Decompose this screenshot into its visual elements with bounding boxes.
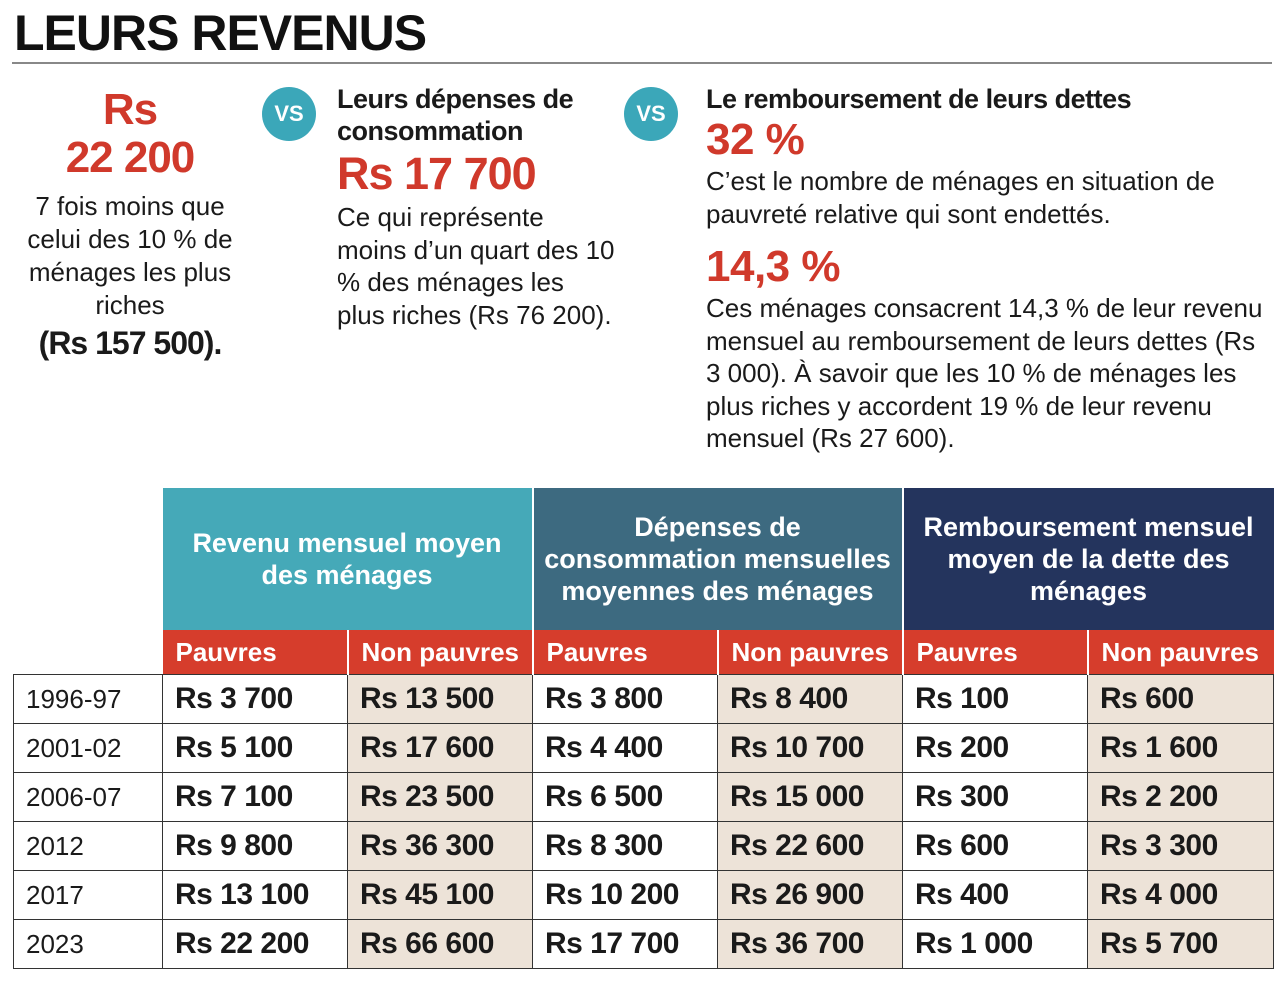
- table-cell: Rs 26 900: [718, 871, 903, 920]
- table-row: [14, 920, 1274, 969]
- table-cell: Rs 2 200: [1088, 773, 1274, 822]
- table-cell: Rs 17 600: [348, 724, 533, 773]
- table-cell: Rs 10 200: [533, 871, 718, 920]
- table-cell: Rs 45 100: [348, 871, 533, 920]
- table-cell: Rs 3 700: [163, 675, 348, 724]
- table-cell: Rs 36 700: [718, 920, 903, 969]
- vs-badge-2: VS: [624, 87, 678, 141]
- row-year: 2023: [14, 920, 163, 969]
- table-cell: Rs 36 300: [348, 822, 533, 871]
- consumption-description: Ce qui représente moins d’un quart des 10 % des ménages les plus riches (Rs 76 200).: [337, 202, 615, 330]
- debt-heading: Le remboursement de leurs dettes: [706, 84, 1132, 114]
- table-cell: Rs 600: [1088, 675, 1274, 724]
- table-cell: Rs 300: [903, 773, 1088, 822]
- row-year: 1996-97: [14, 675, 163, 724]
- table-cell: Rs 600: [903, 822, 1088, 871]
- consumption-summary: [337, 83, 617, 331]
- row-year: 2001-02: [14, 724, 163, 773]
- debt-stat-indebted-text: C’est le nombre de ménages en situation de pauvreté relative qui sont endettés.: [706, 166, 1215, 229]
- table-cell: Rs 1 000: [903, 920, 1088, 969]
- subheader-cell: Pauvres: [533, 630, 718, 675]
- table-cell: Rs 13 500: [348, 675, 533, 724]
- row-year: 2012: [14, 822, 163, 871]
- group-header-consumption: Dépenses de consommation mensuelles moyennes des ménages: [533, 488, 903, 630]
- table-cell: Rs 3 800: [533, 675, 718, 724]
- subheader-cell: Non pauvres: [1088, 630, 1274, 675]
- table-cell: Rs 6 500: [533, 773, 718, 822]
- table-row: [14, 724, 1274, 773]
- table-cell: Rs 8 300: [533, 822, 718, 871]
- table-cell: Rs 15 000: [718, 773, 903, 822]
- consumption-heading: Leurs dépenses de consommation: [337, 84, 574, 146]
- table-cell: Rs 66 600: [348, 920, 533, 969]
- subheader-cell: Non pauvres: [718, 630, 903, 675]
- table-cell: Rs 3 300: [1088, 822, 1274, 871]
- title-divider: [12, 62, 1272, 64]
- income-amount: 22 200: [65, 133, 195, 182]
- table-cell: Rs 400: [903, 871, 1088, 920]
- vs-badge-1: VS: [262, 87, 316, 141]
- table-cell: Rs 5 700: [1088, 920, 1274, 969]
- table-row: [14, 871, 1274, 920]
- table-row: [14, 675, 1274, 724]
- table-cell: Rs 7 100: [163, 773, 348, 822]
- subheader-cell: Pauvres: [903, 630, 1088, 675]
- consumption-amount: Rs 17 700: [337, 148, 536, 199]
- table-cell: Rs 22 200: [163, 920, 348, 969]
- table-cell: Rs 200: [903, 724, 1088, 773]
- table-row: [14, 773, 1274, 822]
- subheader-row: [14, 630, 1274, 675]
- revenue-table: [13, 488, 1274, 969]
- table-cell: Rs 8 400: [718, 675, 903, 724]
- table-row: [14, 822, 1274, 871]
- table-cell: Rs 1 600: [1088, 724, 1274, 773]
- table-cell: Rs 17 700: [533, 920, 718, 969]
- subheader-cell: Non pauvres: [348, 630, 533, 675]
- table-cell: Rs 5 100: [163, 724, 348, 773]
- income-description: 7 fois moins que celui des 10 % de ménages les plus riches: [27, 191, 233, 320]
- group-header-debt: Remboursement mensuel moyen de la dette des ménages: [903, 488, 1274, 630]
- debt-summary: [706, 83, 1272, 455]
- table-cell: Rs 100: [903, 675, 1088, 724]
- subheader-cell: Pauvres: [163, 630, 348, 675]
- table-cell: Rs 13 100: [163, 871, 348, 920]
- group-header-income: Revenu mensuel moyen des ménages: [163, 488, 533, 630]
- group-header-row: [14, 488, 1274, 630]
- table-cell: Rs 23 500: [348, 773, 533, 822]
- table-cell: Rs 22 600: [718, 822, 903, 871]
- income-rich-amount: (Rs 157 500).: [38, 325, 222, 361]
- debt-stat-share: 14,3 %: [706, 242, 840, 291]
- debt-stat-share-text: Ces ménages consacrent 14,3 % de leur revenu mensuel au remboursement de leurs dettes (Rs 3 000). À savoir que les 10 % de ménages les plus riches y accordent 19 % de leur revenu mensuel (Rs 27 600).: [706, 293, 1263, 453]
- table-cell: Rs 4 400: [533, 724, 718, 773]
- table-cell: Rs 9 800: [163, 822, 348, 871]
- debt-stat-indebted: 32 %: [706, 115, 805, 164]
- row-year: 2006-07: [14, 773, 163, 822]
- table-cell: Rs 4 000: [1088, 871, 1274, 920]
- page-title: LEURS REVENUS: [14, 5, 427, 61]
- income-summary: [14, 86, 246, 362]
- table-cell: Rs 10 700: [718, 724, 903, 773]
- corner-cell: [14, 630, 163, 675]
- row-year: 2017: [14, 871, 163, 920]
- corner-cell: [14, 488, 163, 630]
- income-currency: Rs: [102, 85, 158, 134]
